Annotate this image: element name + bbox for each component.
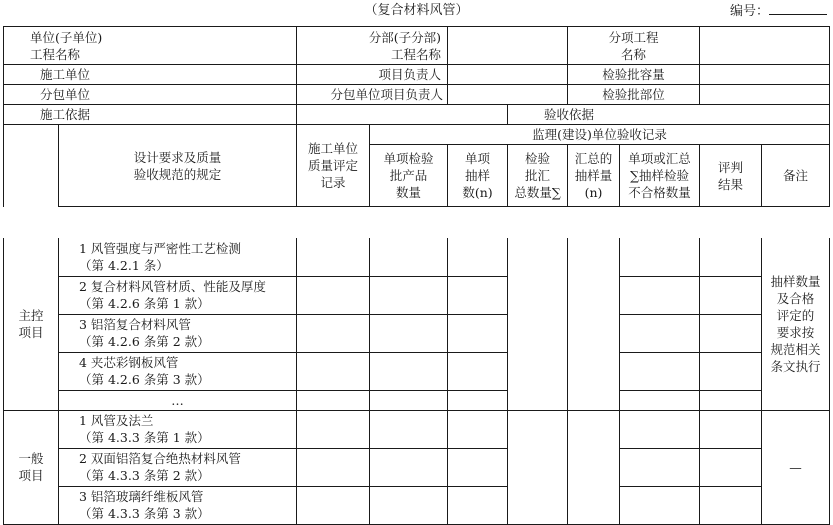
general-sample-qty-1[interactable] (448, 410, 508, 448)
general-batch-qty-1[interactable] (370, 410, 448, 448)
main-batch-qty-4[interactable] (370, 352, 448, 390)
general-batch-qty-2[interactable] (370, 448, 448, 486)
general-record-1[interactable] (297, 410, 370, 448)
main-total-sample[interactable] (568, 238, 620, 410)
main-batch-qty-1[interactable] (370, 238, 448, 276)
main-nonconforming-1[interactable] (620, 238, 700, 276)
main-sample-qty-5[interactable] (448, 390, 508, 410)
general-item-1: 1 风管及法兰 （第 4.3.3 条第 1 款） (59, 410, 297, 448)
main-sample-qty-3[interactable] (448, 314, 508, 352)
acceptance-basis-label: 验收依据 (508, 105, 830, 125)
general-judgement-3[interactable] (700, 486, 762, 524)
inspection-body-table (3, 238, 830, 525)
supervision-record-header: 监理(建设)单位验收记录 (370, 125, 830, 145)
main-sample-qty-4[interactable] (448, 352, 508, 390)
inspection-form-table (3, 26, 830, 207)
main-control-ellipsis: … (59, 390, 297, 410)
single-batch-qty-header: 单项检验 批产品 数量 (370, 145, 448, 207)
general-remark: — (762, 410, 830, 524)
main-control-row (4, 238, 830, 276)
general-nonconforming-2[interactable] (620, 448, 700, 486)
nonconforming-qty-header: 单项或汇总 ∑抽样检验 不合格数量 (620, 145, 700, 207)
main-record-4[interactable] (297, 352, 370, 390)
total-sample-qty-header: 汇总的 抽样量 (n) (568, 145, 620, 207)
main-control-section-label: 主控 项目 (4, 238, 59, 410)
general-row (4, 486, 830, 524)
main-nonconforming-4[interactable] (620, 352, 700, 390)
main-control-row (4, 352, 830, 390)
serial-label: 编号： (729, 4, 769, 19)
header-row-3 (4, 85, 830, 105)
subcontract-manager-label: 分包单位项目负责人 (297, 85, 448, 105)
general-nonconforming-1[interactable] (620, 410, 700, 448)
serial-number (730, 2, 827, 21)
serial-blank[interactable] (769, 2, 827, 15)
item-project-label: 分项工程 名称 (568, 27, 700, 65)
design-requirements-header: 设计要求及质量 验收规范的规定 (59, 125, 297, 207)
subcontract-unit-label: 分包单位 (4, 85, 297, 105)
header-row-1 (4, 27, 830, 65)
unit-project-label: 单位(子单位) 工程名称 (4, 27, 297, 65)
batch-location-value[interactable] (700, 85, 830, 105)
main-judgement-5[interactable] (700, 390, 762, 410)
main-control-item-4: 4 夹芯彩钢板风管 （第 4.2.6 条第 3 款） (59, 352, 297, 390)
main-control-row (4, 390, 830, 410)
main-judgement-1[interactable] (700, 238, 762, 276)
main-control-row (4, 276, 830, 314)
main-judgement-2[interactable] (700, 276, 762, 314)
subcontract-manager-value[interactable] (448, 85, 568, 105)
main-control-item-1: 1 风管强度与严密性工艺检测 （第 4.2.1 条） (59, 238, 297, 276)
general-item-3: 3 铝箔玻璃纤维板风管 （第 4.3.3 条第 3 款） (59, 486, 297, 524)
remarks-header: 备注 (762, 145, 830, 207)
main-batch-qty-5[interactable] (370, 390, 448, 410)
general-judgement-1[interactable] (700, 410, 762, 448)
form-caption: （复合材料风管） (364, 3, 469, 18)
construction-record-header: 施工单位 质量评定 记录 (297, 125, 370, 207)
header-row-4 (4, 105, 830, 125)
batch-capacity-label: 检验批容量 (568, 65, 700, 85)
main-record-5[interactable] (297, 390, 370, 410)
main-record-3[interactable] (297, 314, 370, 352)
item-project-value[interactable] (700, 27, 830, 65)
single-sample-qty-header: 单项 抽样 数(n) (448, 145, 508, 207)
main-control-item-3: 3 铝箔复合材料风管 （第 4.2.6 条第 2 款） (59, 314, 297, 352)
main-control-remark: 抽样数量 及合格 评定的 要求按 规范相关 条文执行 (762, 238, 830, 410)
project-manager-label: 项目负责人 (297, 65, 448, 85)
main-nonconforming-5[interactable] (620, 390, 700, 410)
construction-basis-value[interactable] (297, 105, 508, 125)
project-manager-value[interactable] (448, 65, 568, 85)
main-batch-qty-2[interactable] (370, 276, 448, 314)
main-record-1[interactable] (297, 238, 370, 276)
construction-unit-label: 施工单位 (4, 65, 297, 85)
batch-location-label: 检验批部位 (568, 85, 700, 105)
general-row (4, 410, 830, 448)
general-nonconforming-3[interactable] (620, 486, 700, 524)
main-sample-qty-2[interactable] (448, 276, 508, 314)
construction-basis-label: 施工依据 (4, 105, 297, 125)
sub-project-label: 分部(子分部) 工程名称 (297, 27, 448, 65)
main-record-2[interactable] (297, 276, 370, 314)
main-control-label (4, 125, 59, 207)
general-record-3[interactable] (297, 486, 370, 524)
main-judgement-4[interactable] (700, 352, 762, 390)
batch-capacity-value[interactable] (700, 65, 830, 85)
sub-project-value[interactable] (448, 27, 568, 65)
general-total-sample[interactable] (568, 410, 620, 524)
general-sample-qty-2[interactable] (448, 448, 508, 486)
main-nonconforming-3[interactable] (620, 314, 700, 352)
main-batch-qty-3[interactable] (370, 314, 448, 352)
main-batch-total[interactable] (508, 238, 568, 410)
general-row (4, 448, 830, 486)
judgement-header: 评判 结果 (700, 145, 762, 207)
general-record-2[interactable] (297, 448, 370, 486)
general-batch-total[interactable] (508, 410, 568, 524)
main-sample-qty-1[interactable] (448, 238, 508, 276)
main-judgement-3[interactable] (700, 314, 762, 352)
column-header-row-1 (4, 125, 830, 145)
general-section-label: 一般 项目 (4, 410, 59, 524)
batch-total-qty-header: 检验 批汇 总数量∑ (508, 145, 568, 207)
header-row-2 (4, 65, 830, 85)
main-nonconforming-2[interactable] (620, 276, 700, 314)
general-judgement-2[interactable] (700, 448, 762, 486)
main-control-item-2: 2 复合材料风管材质、性能及厚度 （第 4.2.6 条第 1 款） (59, 276, 297, 314)
main-control-row (4, 314, 830, 352)
general-item-2: 2 双面铝箔复合绝热材料风管 （第 4.3.3 条第 2 款） (59, 448, 297, 486)
general-sample-qty-3[interactable] (448, 486, 508, 524)
general-batch-qty-3[interactable] (370, 486, 448, 524)
